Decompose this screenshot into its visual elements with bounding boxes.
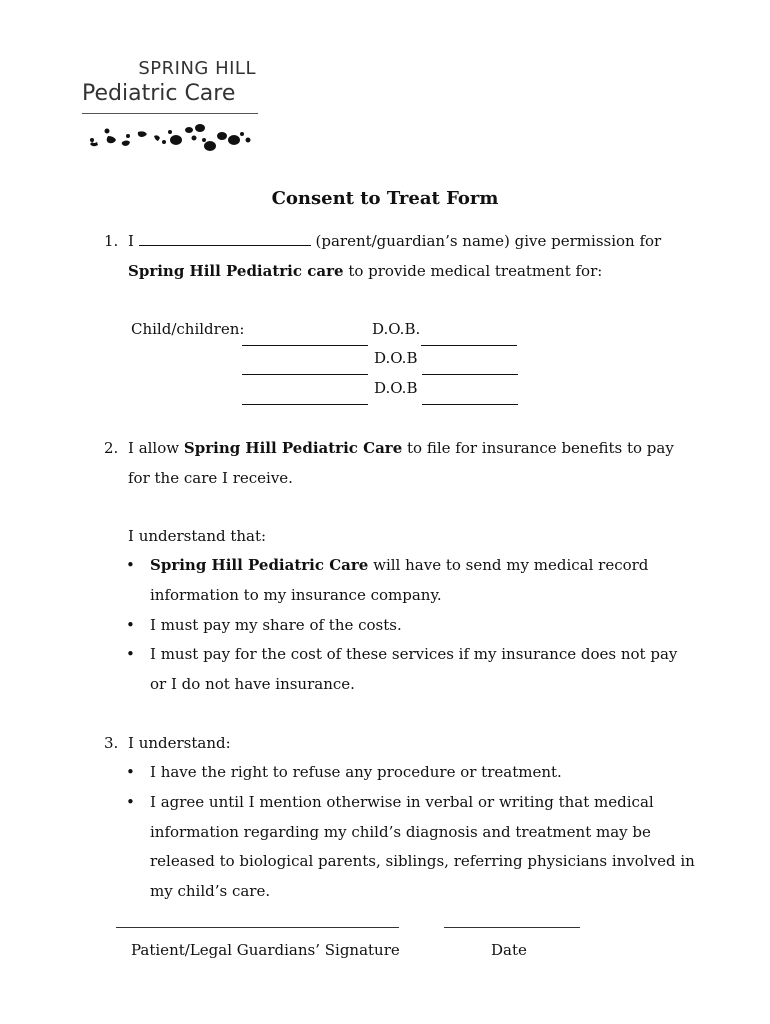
guardian-name-field[interactable]: [139, 229, 311, 246]
dob-label-2: D.O.B: [374, 349, 418, 367]
section-1-after-blank: (parent/guardian’s name) give permission for: [315, 232, 662, 250]
section-2-rest: to file for insurance benefits to pay for the care I receive.: [128, 439, 674, 487]
section-1-practice-name: Spring Hill Pediatric care: [128, 261, 344, 280]
section-1-prefix: I: [128, 232, 134, 250]
logo: [82, 58, 258, 152]
section-2-number: 2.: [104, 439, 119, 457]
section-2-bullet-3: I must pay for the cost of these services if my insurance does not pay or I do not have insurance.: [150, 645, 678, 693]
child-name-field-1[interactable]: [242, 329, 368, 346]
date-label: Date: [491, 941, 527, 959]
child-name-field-2[interactable]: [242, 358, 368, 375]
section-2-bullet-1: [150, 551, 690, 610]
bullet: •: [126, 556, 135, 574]
date-field[interactable]: [444, 927, 580, 928]
section-3-intro: I understand:: [128, 734, 231, 752]
bullet-1-text: will have to send my medical record information to my insurance company.: [150, 556, 649, 604]
bullet: •: [126, 793, 135, 811]
section-1-number: 1.: [104, 232, 119, 250]
bullet-1-practice-name: Spring Hill Pediatric Care: [150, 556, 369, 574]
logo-divider: [82, 113, 258, 114]
child-name-field-3[interactable]: [242, 388, 368, 405]
dob-label-1: D.O.B.: [372, 320, 421, 338]
form-title: Consent to Treat Form: [271, 188, 499, 209]
signature-field[interactable]: [116, 927, 399, 928]
logo-text-line2: Pediatric Care: [82, 81, 236, 106]
children-label: Child/children:: [131, 320, 245, 338]
footprints-icon: [82, 118, 258, 152]
section-2-bullet-2: I must pay my share of the costs.: [150, 616, 402, 634]
bullet: •: [126, 645, 135, 663]
section-3-bullet-2: I agree until I mention otherwise in verbal or writing that medical information regarding my child’s diagnosis and treatment may be released to biological parents, siblings, referring physicians involved in my child’s care.: [150, 793, 695, 900]
section-2-paragraph: [128, 434, 688, 493]
section-3-number: 3.: [104, 734, 119, 752]
section-2-practice-name: Spring Hill Pediatric Care: [183, 439, 403, 457]
child-dob-field-1[interactable]: [421, 329, 517, 346]
section-2-prefix: I allow: [128, 439, 180, 457]
section-1-line1: [128, 227, 698, 286]
child-dob-field-3[interactable]: [422, 388, 518, 405]
logo-text-line1: SPRING HILL: [138, 58, 256, 79]
dob-label-3: D.O.B: [374, 379, 418, 397]
bullet: •: [126, 763, 135, 781]
bullet: •: [126, 616, 135, 634]
section-3-bullet-1: I have the right to refuse any procedure or treatment.: [150, 763, 562, 781]
signature-label: Patient/Legal Guardians’ Signature: [131, 941, 400, 959]
child-dob-field-2[interactable]: [422, 358, 518, 375]
section-2-understand-intro: I understand that:: [128, 527, 267, 545]
section-1-rest: to provide medical treatment for:: [348, 261, 603, 280]
